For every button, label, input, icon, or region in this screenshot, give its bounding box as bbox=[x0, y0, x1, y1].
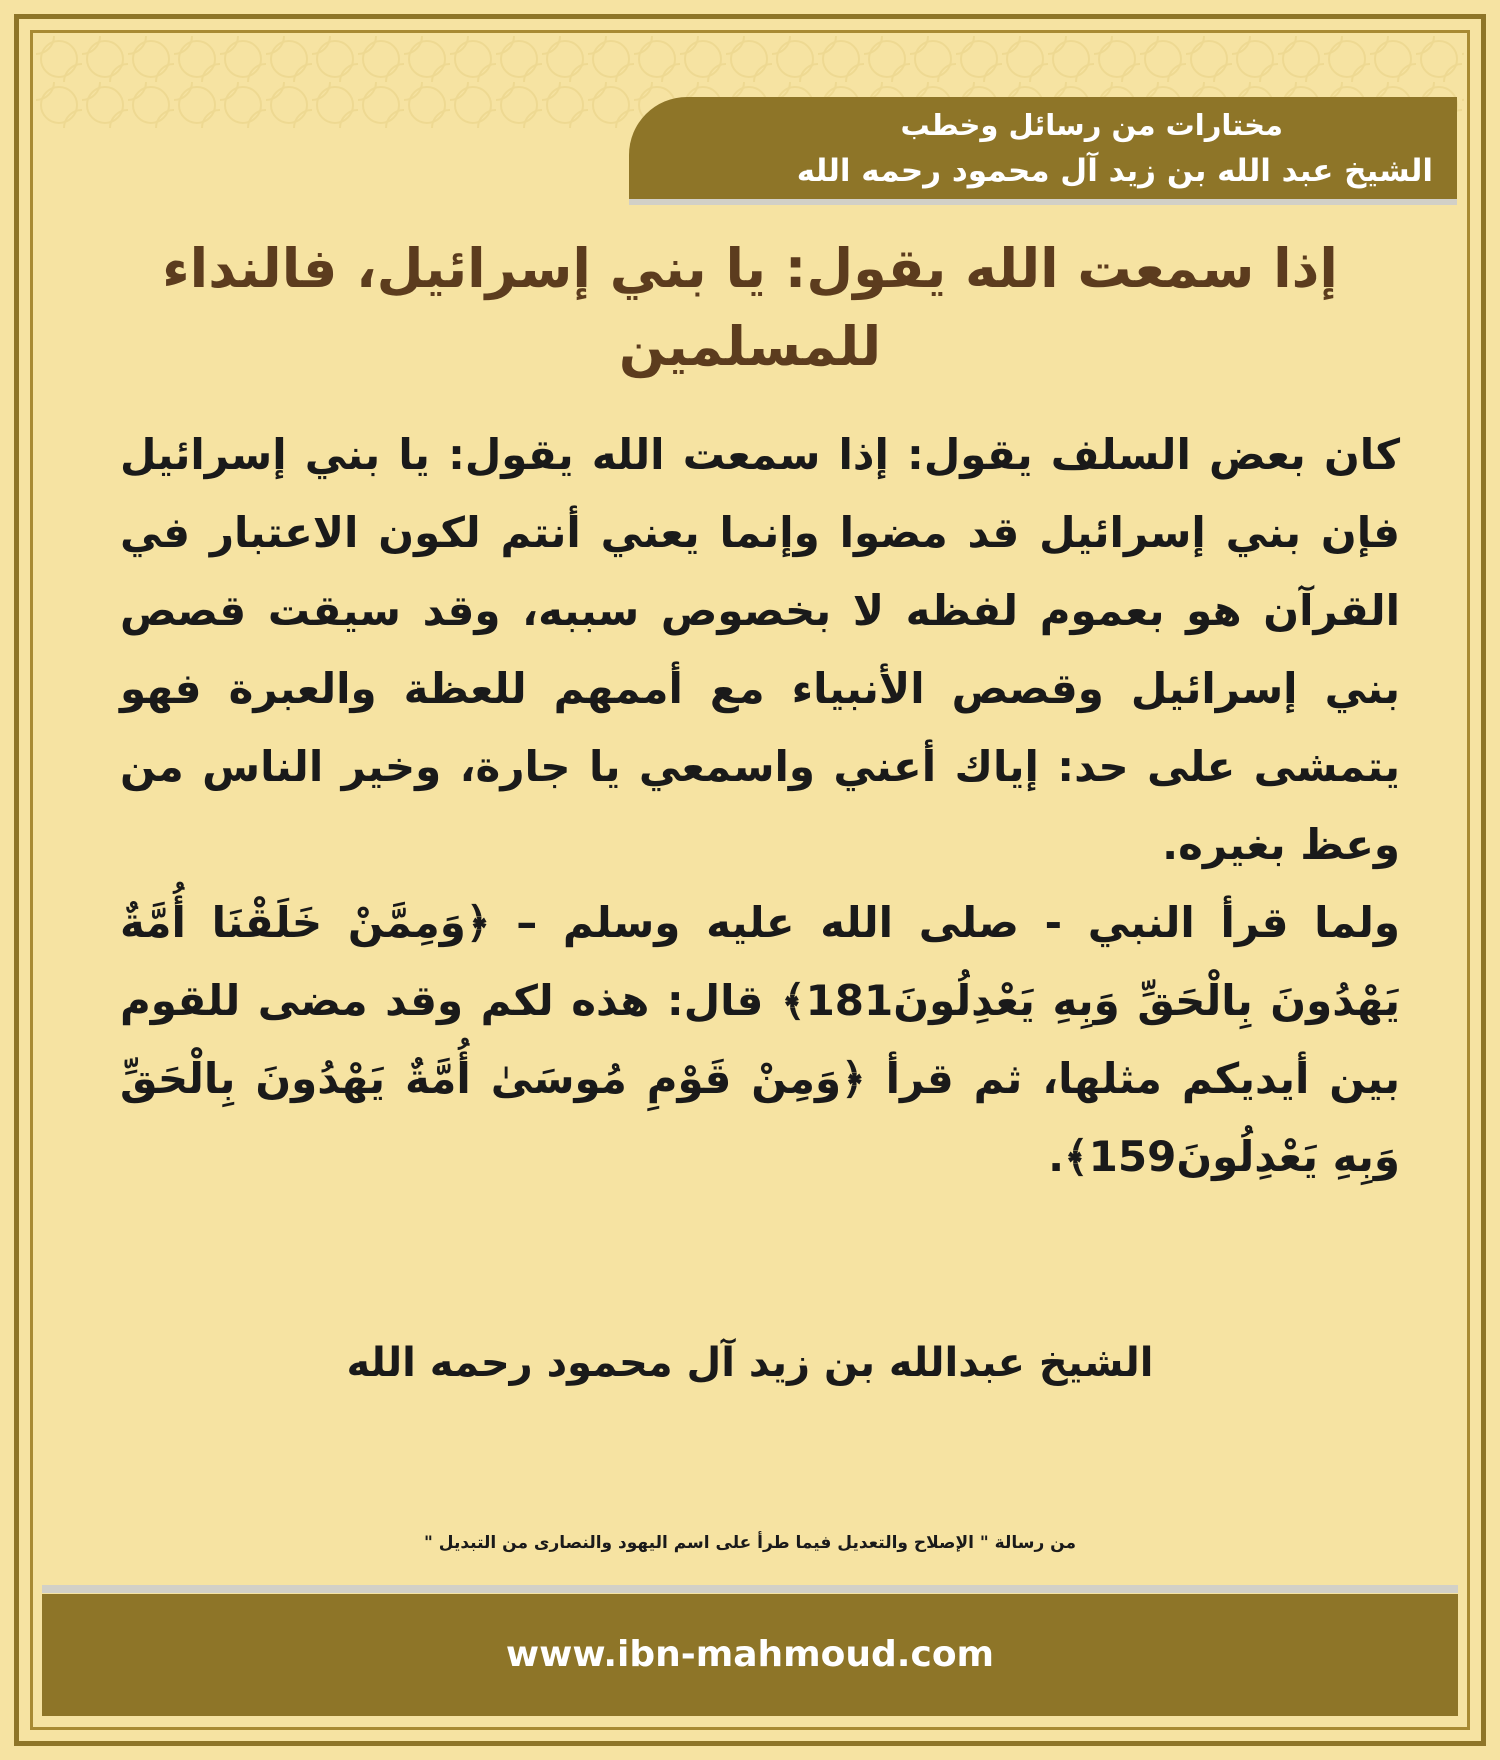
footer-bar bbox=[42, 1594, 1458, 1716]
paragraph-2: ولما قرأ النبي - صلى الله عليه وسلم – ﴿وَمِمَّنْ خَلَقْنَا أُمَّةٌ يَهْدُونَ بِالْحَقِّ وَبِهِ يَعْدِلُونَ181﴾ قال: هذه لكم وقد مضى للقوم بين أيديكم مثلها، ثم قرأ ﴿وَمِنْ قَوْمِ مُوسَىٰ أُمَّةٌ يَهْدُونَ بِالْحَقِّ وَبِهِ يَعْدِلُونَ159﴾. bbox=[120, 898, 1400, 1181]
article-body bbox=[120, 416, 1400, 1196]
header-author: الشيخ عبد الله بن زيد آل محمود رحمه الله bbox=[796, 153, 1433, 189]
paragraph-1: كان بعض السلف يقول: إذا سمعت الله يقول: يا بني إسرائيل فإن بني إسرائيل قد مضوا وإنما يعني أنتم لكون الاعتبار في القرآن هو بعموم لفظه لا بخصوص سببه، وقد سيقت قصص بني إسرائيل وقصص الأنبياء مع أممهم للعظة والعبرة فهو يتمشى على حد: إياك أعني واسمعي يا جارة، وخير الناس من وعظ بغيره. bbox=[120, 430, 1400, 869]
website-link[interactable]: www.ibn-mahmoud.com bbox=[505, 1634, 995, 1675]
header-divider bbox=[629, 199, 1457, 205]
header-subtitle: مختارات من رسائل وخطب bbox=[900, 108, 1283, 142]
signature: الشيخ عبدالله بن زيد آل محمود رحمه الله bbox=[346, 1340, 1154, 1386]
header-tab bbox=[629, 97, 1457, 201]
article-title: إذا سمعت الله يقول: يا بني إسرائيل، فالنداء للمسلمين bbox=[162, 237, 1338, 378]
footer-divider bbox=[42, 1585, 1458, 1593]
source-citation: من رسالة " الإصلاح والتعديل فيما طرأ على اسم اليهود والنصارى من التبديل " bbox=[424, 1533, 1076, 1553]
